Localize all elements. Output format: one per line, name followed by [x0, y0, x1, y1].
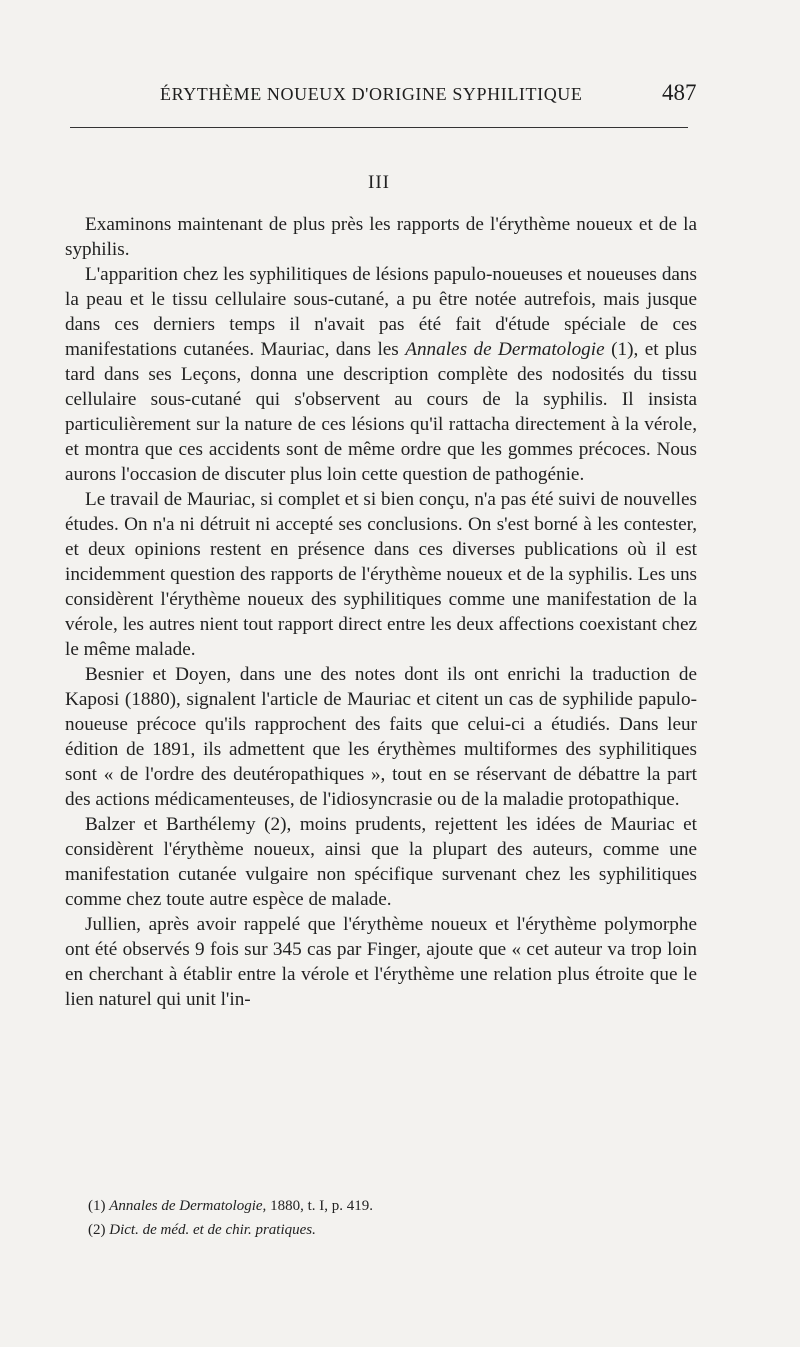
- running-title: ÉRYTHÈME NOUEUX D'ORIGINE SYPHILITIQUE: [160, 84, 583, 104]
- footnote-1: [88, 1194, 688, 1218]
- section-heading: III: [368, 172, 390, 193]
- page-number: 487: [662, 80, 697, 105]
- paragraph-2-part-a: L'apparition chez les syphilitiques de lésions papulo-noueuses et noueuses dans la peau et le tissu cellulaire sous-cutané, a pu être notée autrefois, mais jusque dans ces derniers temps il n'avait pas été fait d'étude spéciale de ces manifestations cutanées. Mauriac, dans les: [65, 264, 697, 360]
- footnote-1-mark: (1): [88, 1198, 106, 1214]
- header-rule: [70, 127, 688, 128]
- paragraph-5: Balzer et Barthélemy (2), moins prudents, rejettent les idées de Mauriac et considèrent l'érythème noueux, ainsi que la plupart des auteurs, comme une manifestation cutanée vulgaire non spécifique survenant chez les syphilitiques comme chez toute autre espèce de malade.: [65, 814, 697, 910]
- footnote-2-title: Dict. de méd. et de chir. pratiques.: [109, 1222, 316, 1238]
- journal-title: Annales de Dermatologie: [405, 339, 605, 360]
- footnote-2-mark: (2): [88, 1222, 106, 1238]
- footnote-2: [88, 1218, 688, 1242]
- paragraph-4: Besnier et Doyen, dans une des notes dont ils ont enrichi la traduction de Kaposi (1880), signalent l'article de Mauriac et citent un cas de syphilide papulo-noueuse précoce qu'ils rapprochent des faits que celui-ci a étudiés. Dans leur édition de 1891, ils admettent que les érythèmes multiformes des syphilitiques sont « de l'ordre des deutéropathiques », tout en se réservant de débattre la part des actions médicamenteuses, de l'idiosyncrasie ou de la maladie protopathique.: [65, 664, 697, 810]
- paragraph-3: Le travail de Mauriac, si complet et si bien conçu, n'a pas été suivi de nouvelles études. On n'a ni détruit ni accepté ses conclusions. On s'est borné à les contester, et deux opinions restent en présence dans ces diverses publications où il est incidemment question des rapports de l'érythème noueux et de la syphilis. Les uns considèrent l'érythème noueux des syphilitiques comme une manifestation de la vérole, les autres nient tout rapport direct entre les deux affections coexistant chez le même malade.: [65, 489, 697, 660]
- footnote-1-title: Annales de Dermatologie,: [109, 1198, 267, 1214]
- body-text: [65, 212, 697, 1012]
- paragraph-2-part-b: (1), et plus tard dans ses Leçons, donna une description complète des nodosités du tissu cellulaire sous-cutané qui s'observent au cours de la syphilis. Il insista particulièrement sur la nature de ces lésions qu'il rattacha directement à la vérole, et montra que ces accidents sont de même ordre que les gommes précoces. Nous aurons l'occasion de discuter plus loin cette question de pathogénie.: [65, 339, 697, 485]
- paragraph-6: Jullien, après avoir rappelé que l'érythème noueux et l'érythème polymorphe ont été observés 9 fois sur 345 cas par Finger, ajoute que « cet auteur va trop loin en cherchant à établir entre la vérole et l'érythème une relation plus étroite que le lien naturel qui unit l'in-: [65, 914, 697, 1010]
- footnotes: [88, 1194, 688, 1242]
- paragraph-1: Examinons maintenant de plus près les rapports de l'érythème noueux et de la syphilis.: [65, 214, 697, 260]
- footnote-1-rest: 1880, t. I, p. 419.: [266, 1198, 373, 1214]
- paragraph-2: [65, 262, 697, 487]
